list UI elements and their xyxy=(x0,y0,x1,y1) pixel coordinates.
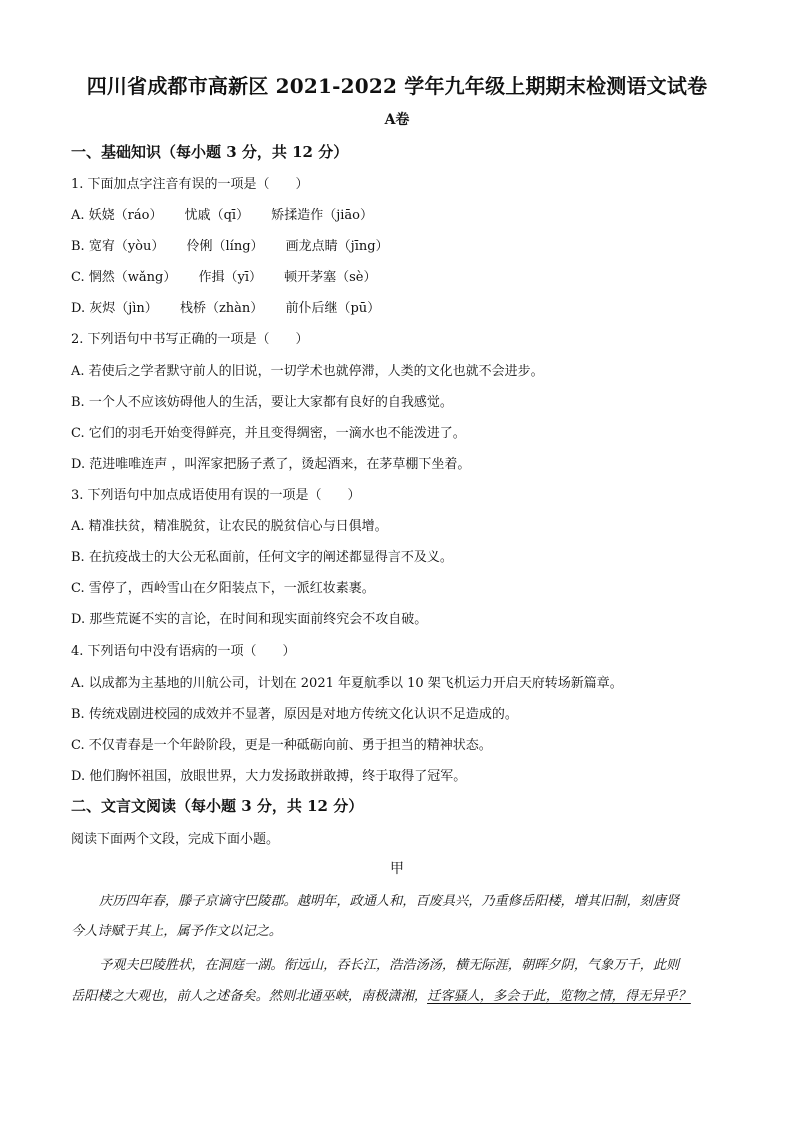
question-1-option-d xyxy=(71,297,398,316)
option-word: D. 灰烬（jìn） xyxy=(71,301,158,316)
option-word: 前仆后继（pū） xyxy=(285,301,381,316)
question-2-option-d: D. 范进唯唯连声 ，叫浑家把肠子煮了，烫起酒来，在茅草棚下坐着。 xyxy=(71,457,471,472)
passage-line xyxy=(71,985,691,1004)
question-1-option-a xyxy=(71,204,391,223)
question-4-option-c: C. 不仅青春是一个年龄阶段，更是一种砥砺向前、勇于担当的精神状态。 xyxy=(71,738,492,753)
question-4-option-d: D. 他们胸怀祖国，放眼世界，大力发扬敢拼敢搏，终于取得了冠军。 xyxy=(71,769,467,784)
question-4-option-b: B. 传统戏剧进校园的成效并不显著，原因是对地方传统文化认识不足造成的。 xyxy=(71,707,518,722)
option-word: 伶俐（líng） xyxy=(186,239,264,254)
passage-label: 甲 xyxy=(390,861,404,877)
question-3-option-d: D. 那些荒诞不实的言论，在时间和现实面前终究会不攻自破。 xyxy=(71,612,428,627)
passage-text: 岳阳楼之大观也，前人之述备矣。然则北通巫峡，南极潇湘， xyxy=(71,989,428,1004)
question-3-option-c: C. 雪停了，西岭雪山在夕阳装点下，一派红妆素裹。 xyxy=(71,581,375,596)
option-word: 作揖（yī） xyxy=(198,270,262,285)
passage-line: 予观夫巴陵胜状，在洞庭一湖。衔远山，吞长江，浩浩汤汤，横无际涯，朝晖夕阴，气象万千，此则 xyxy=(99,958,680,973)
question-3-option-a: A. 精准扶贫，精准脱贫，让农民的脱贫信心与日俱增。 xyxy=(71,519,388,534)
question-2-stem: 2. 下列语句中书写正确的一项是（ ） xyxy=(71,332,309,347)
option-word: 栈桥（zhàn） xyxy=(179,301,264,316)
question-1-option-c xyxy=(71,266,395,285)
question-2-option-b: B. 一个人不应该妨碍他人的生活，要让大家都有良好的自我感觉。 xyxy=(71,395,453,410)
question-4-stem: 4. 下列语句中没有语病的一项（ ） xyxy=(71,644,296,659)
section-basic-knowledge: 一、基础知识（每小题 3 分，共 12 分） xyxy=(71,143,349,161)
question-1-option-b xyxy=(71,235,407,254)
option-word: 矫揉造作（jiāo） xyxy=(271,208,373,223)
option-word: C. 惘然（wǎng） xyxy=(71,270,177,285)
option-word: A. 妖娆（ráo） xyxy=(71,208,163,223)
question-3-option-b: B. 在抗疫战士的大公无私面前，任何文字的阐述都显得言不及义。 xyxy=(71,550,453,565)
question-1-stem: 1. 下面加点字注音有误的一项是（ ） xyxy=(71,177,309,192)
question-2-option-a: A. 若使后之学者默守前人的旧说，一切学术也就停滞，人类的文化也就不会进步。 xyxy=(71,364,544,379)
section-classical-reading: 二、文言文阅读（每小题 3 分，共 12 分） xyxy=(71,797,364,815)
passage-line: 今人诗赋于其上，属予作文以记之。 xyxy=(71,924,282,939)
passage-line: 庆历四年春，滕子京谪守巴陵郡。越明年，政通人和，百废具兴，乃重修岳阳楼，增其旧制，刻唐贤 xyxy=(99,894,680,909)
question-3-stem: 3. 下列语句中加点成语使用有误的一项是（ ） xyxy=(71,488,361,503)
exam-title: 四川省成都市高新区 2021-2022 学年九年级上期期末检测语文试卷 xyxy=(86,74,708,98)
option-word: 顿开茅塞（sè） xyxy=(284,270,377,285)
reading-instructions: 阅读下面两个文段，完成下面小题。 xyxy=(71,832,280,847)
option-word: B. 宽宥（yòu） xyxy=(71,239,165,254)
question-2-option-c: C. 它们的羽毛开始变得鲜亮，并且变得绸密，一滴水也不能泼进了。 xyxy=(71,426,466,441)
paper-section-a: A卷 xyxy=(384,112,410,128)
option-word: 画龙点睛（jīng） xyxy=(285,239,389,254)
question-4-option-a: A. 以成都为主基地的川航公司，计划在 2021 年夏航季以 10 架飞机运力开启天府转场新篇章。 xyxy=(71,676,623,691)
underlined-sentence: 迁客骚人，多会于此，览物之情，得无异乎？ xyxy=(427,989,691,1004)
option-word: 忧戚（qī） xyxy=(184,208,250,223)
